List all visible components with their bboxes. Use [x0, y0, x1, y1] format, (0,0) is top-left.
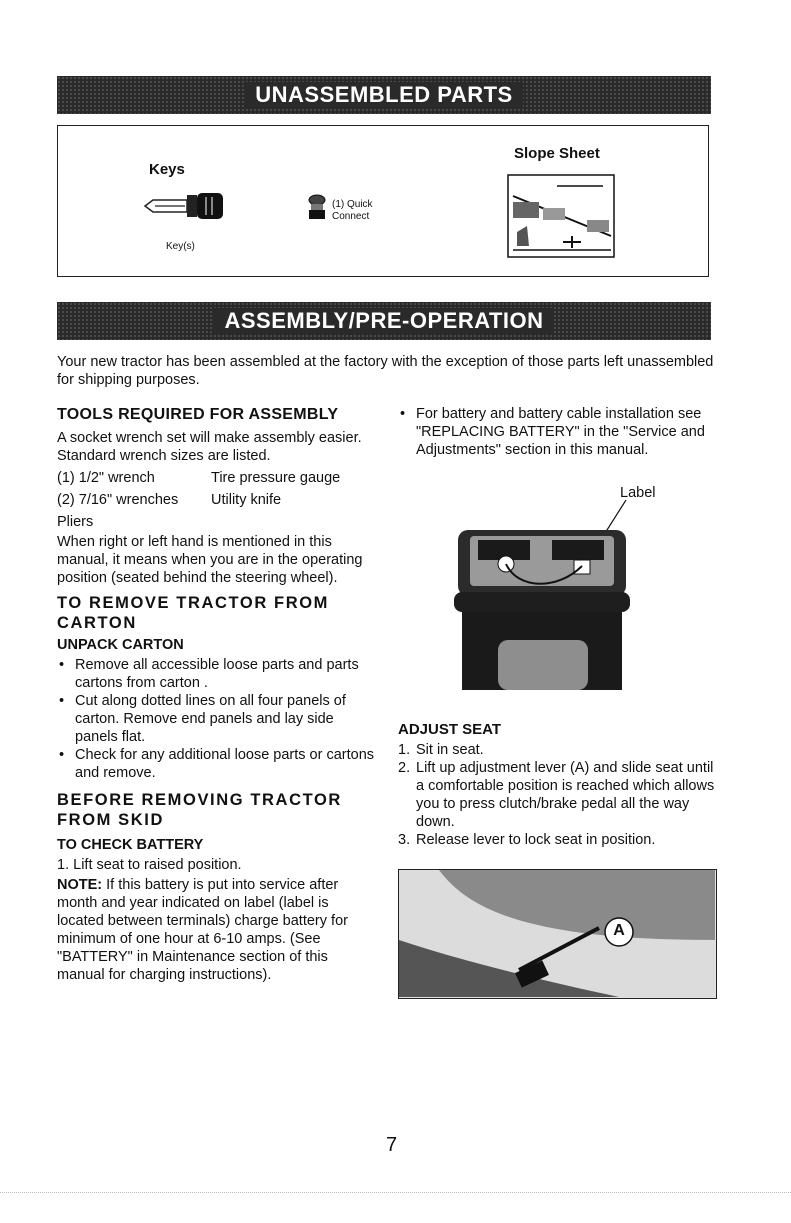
seat-lever-drawing: [399, 870, 715, 997]
battery-install-list: [398, 405, 718, 459]
seat-step-number: 3.: [398, 832, 411, 848]
tool-pliers: Pliers: [57, 514, 94, 530]
unassembled-parts-box: [57, 125, 709, 277]
seat-step-number: 1.: [398, 742, 411, 758]
seat-step: [398, 741, 722, 759]
battery-install-item: • For battery and battery cable installation see "REPLACING BATTERY" in the "Service and Adjustments" section in this manual.: [398, 405, 718, 459]
check-battery-heading: TO CHECK BATTERY: [57, 837, 204, 853]
right-column: [398, 405, 718, 459]
seat-step-text: Sit in seat.: [416, 742, 484, 758]
battery-step: [57, 856, 375, 874]
slope-sheet-icon: [507, 174, 615, 258]
tool-tire-gauge: Tire pressure gauge: [211, 470, 341, 486]
unpack-heading: UNPACK CARTON: [57, 637, 184, 653]
note-text: If this battery is put into service after month and year indicated on label (label is located between terminals) charge battery for minimum of one hour at 6-10 amps. (See "BATTERY" in Maintenance section of this manual for charging instructions).: [57, 877, 348, 983]
remove-heading-line2: CARTON: [57, 614, 137, 632]
lever-a-callout: A: [613, 922, 625, 939]
before-removing-heading: [57, 790, 375, 830]
hand-note: When right or left hand is mentioned in this manual, it means when you are in the operating position (seated behind the steering wheel).: [57, 534, 363, 586]
unpack-item: • Cut along dotted lines on all four panels of carton. Remove end panels and lay side panels flat.: [57, 692, 375, 746]
unpack-list: [57, 656, 375, 782]
seat-step-text: Lift up adjustment lever (A) and slide seat until a comfortable position is reached which allows you to press clutch/brake pedal all the way down.: [416, 760, 715, 830]
remove-heading-line1: TO REMOVE TRACTOR FROM: [57, 594, 330, 612]
seat-step: [398, 759, 722, 831]
keys-title: Keys: [149, 161, 185, 178]
assembly-banner: [57, 302, 711, 340]
unpack-item: • Check for any additional loose parts or cartons and remove.: [57, 746, 375, 782]
unpack-item: • Remove all accessible loose parts and parts cartons from carton .: [57, 656, 375, 692]
battery-note: [57, 876, 375, 984]
keys-caption: Key(s): [166, 241, 195, 252]
battery-step-text: Lift seat to raised position.: [73, 857, 242, 873]
assembly-title: ASSEMBLY/PRE-OPERATION: [214, 308, 553, 333]
remove-heading: [57, 593, 375, 633]
note-label: NOTE:: [57, 877, 103, 893]
adjust-seat-steps: [398, 741, 722, 849]
tool-utility-knife: Utility knife: [211, 492, 282, 508]
seat-step: [398, 831, 722, 849]
unassembled-parts-banner: [57, 76, 711, 114]
quick-connect-caption-line2: Connect: [332, 211, 370, 222]
left-column: [57, 405, 375, 984]
key-icon: [143, 191, 233, 221]
seat-lever-illustration: [398, 869, 717, 999]
battery-illustration: [448, 500, 638, 695]
unassembled-parts-title: UNASSEMBLED PARTS: [245, 82, 522, 107]
tools-text: A socket wrench set will make assembly easier. Standard wrench sizes are listed.: [57, 430, 362, 464]
quick-connect-icon: [307, 194, 327, 220]
adjust-seat-heading: ADJUST SEAT: [398, 721, 502, 738]
tools-heading: TOOLS REQUIRED FOR ASSEMBLY: [57, 406, 339, 423]
quick-connect-caption: [332, 199, 373, 223]
tool-half-inch-wrench: (1) 1/2" wrench: [57, 470, 155, 486]
before-heading-line2: FROM SKID: [57, 811, 164, 829]
adjust-seat-section: [398, 721, 722, 849]
bottom-edge-dots: [0, 1192, 791, 1193]
tools-row-1: [57, 469, 375, 487]
slope-sheet-title: Slope Sheet: [514, 145, 600, 162]
tool-seven-sixteenths-wrenches: (2) 7/16" wrenches: [57, 492, 179, 508]
intro-text: Your new tractor has been assembled at the factory with the exception of those parts left unassembled for shipping purposes.: [57, 354, 714, 388]
battery-step-number: 1.: [57, 857, 70, 873]
seat-step-text: Release lever to lock seat in position.: [416, 832, 656, 848]
page-number: 7: [386, 1134, 398, 1156]
quick-connect-caption-line1: (1) Quick: [332, 199, 373, 210]
label-callout: Label: [620, 485, 656, 501]
seat-step-number: 2.: [398, 760, 411, 776]
before-heading-line1: BEFORE REMOVING TRACTOR: [57, 791, 342, 809]
tools-row-2: [57, 491, 375, 509]
